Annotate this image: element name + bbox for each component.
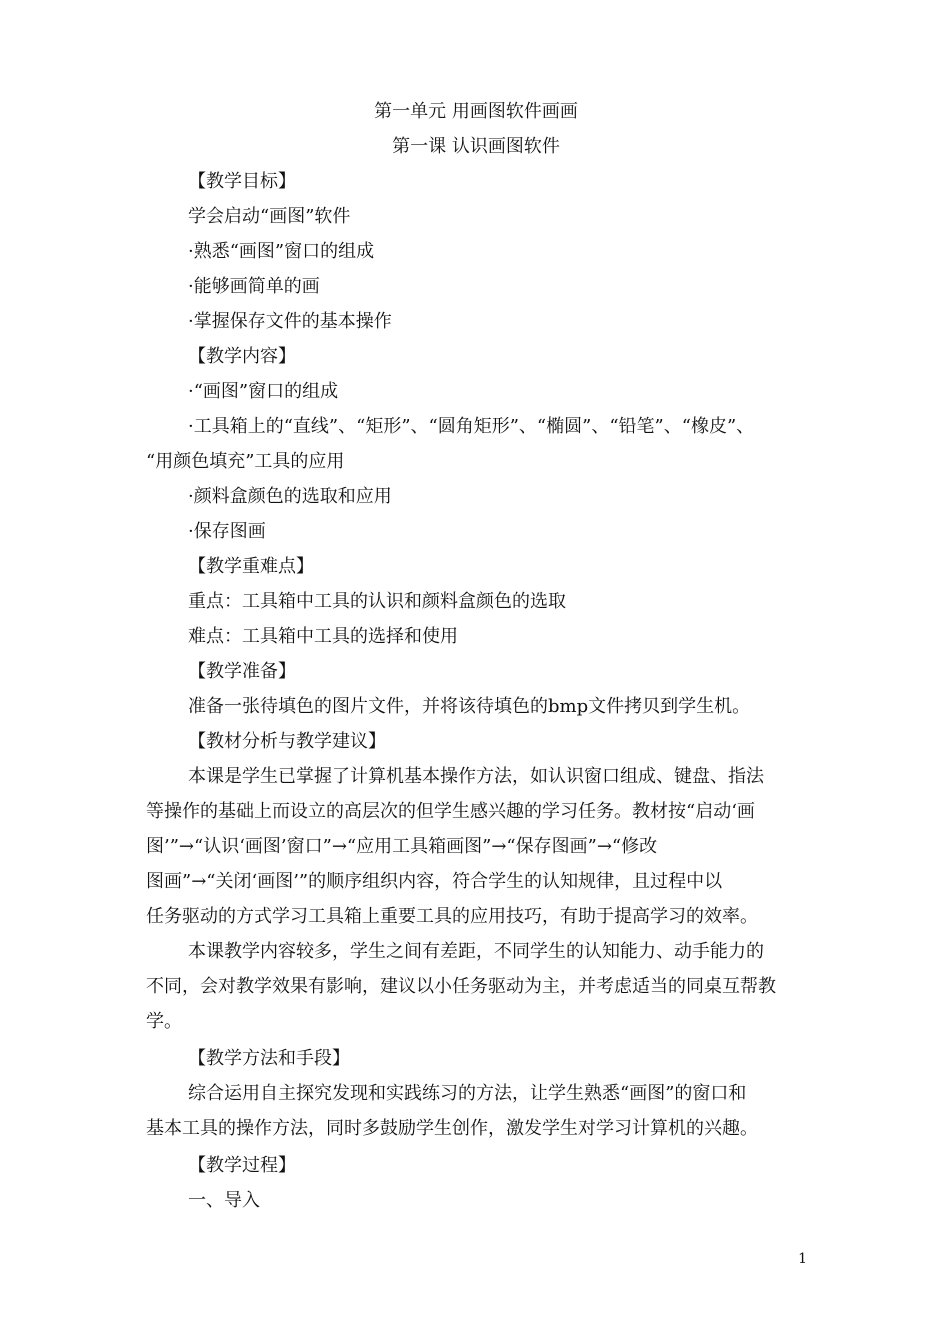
content-item: ·保存图画 xyxy=(188,521,266,542)
analysis-paragraph-line: 图’”→“认识‘画图’窗口”→“应用工具箱画图”→“保存图画”→“修改 xyxy=(146,836,658,857)
goal-item: ·能够画简单的画 xyxy=(188,276,320,297)
keypoints-heading: 【教学重难点】 xyxy=(188,556,314,577)
analysis-heading: 【教材分析与教学建议】 xyxy=(188,731,386,752)
page-number: 1 xyxy=(798,1251,807,1267)
process-step: 一、导入 xyxy=(188,1190,260,1211)
goals-heading: 【教学目标】 xyxy=(188,171,296,192)
prep-heading: 【教学准备】 xyxy=(188,661,296,682)
analysis-paragraph-line: 学。 xyxy=(146,1011,182,1032)
analysis-paragraph-line: 不同，会对教学效果有影响，建议以小任务驱动为主，并考虑适当的同桌互帮教 xyxy=(146,976,776,997)
content-item-continued: “用颜色填充”工具的应用 xyxy=(146,451,345,472)
goal-item: 学会启动“画图”软件 xyxy=(188,206,351,227)
methods-paragraph-line: 综合运用自主探究发现和实践练习的方法，让学生熟悉“画图”的窗口和 xyxy=(188,1083,747,1104)
prep-text: 准备一张待填色的图片文件，并将该待填色的bmp文件拷贝到学生机。 xyxy=(188,696,751,717)
analysis-paragraph-line: 本课教学内容较多，学生之间有差距，不同学生的认知能力、动手能力的 xyxy=(188,941,764,962)
analysis-paragraph-line: 等操作的基础上而设立的高层次的但学生感兴趣的学习任务。教材按“启动‘画 xyxy=(146,801,755,822)
analysis-paragraph-line: 任务驱动的方式学习工具箱上重要工具的应用技巧，有助于提高学习的效率。 xyxy=(146,906,758,927)
analysis-paragraph-line: 本课是学生已掌握了计算机基本操作方法，如认识窗口组成、键盘、指法 xyxy=(188,766,764,787)
methods-paragraph-line: 基本工具的操作方法，同时多鼓励学生创作，激发学生对学习计算机的兴趣。 xyxy=(146,1118,758,1139)
lesson-title: 第一课 认识画图软件 xyxy=(392,136,560,157)
analysis-paragraph-line: 图画”→“关闭‘画图’”的顺序组织内容，符合学生的认知规律，且过程中以 xyxy=(146,871,723,892)
keypoint-text: 重点：工具箱中工具的认识和颜料盒颜色的选取 xyxy=(188,591,566,612)
methods-heading: 【教学方法和手段】 xyxy=(188,1048,350,1069)
unit-title: 第一单元 用画图软件画画 xyxy=(374,101,578,122)
goal-item: ·掌握保存文件的基本操作 xyxy=(188,311,392,332)
goal-item: ·熟悉“画图”窗口的组成 xyxy=(188,241,375,262)
content-item: ·颜料盒颜色的选取和应用 xyxy=(188,486,392,507)
content-item: ·工具箱上的“直线”、“矩形”、“圆角矩形”、“椭圆”、“铅笔”、“橡皮”、 xyxy=(188,416,755,437)
content-heading: 【教学内容】 xyxy=(188,346,296,367)
process-heading: 【教学过程】 xyxy=(188,1155,296,1176)
content-item: ·“画图”窗口的组成 xyxy=(188,381,339,402)
difficulty-text: 难点：工具箱中工具的选择和使用 xyxy=(188,626,458,647)
